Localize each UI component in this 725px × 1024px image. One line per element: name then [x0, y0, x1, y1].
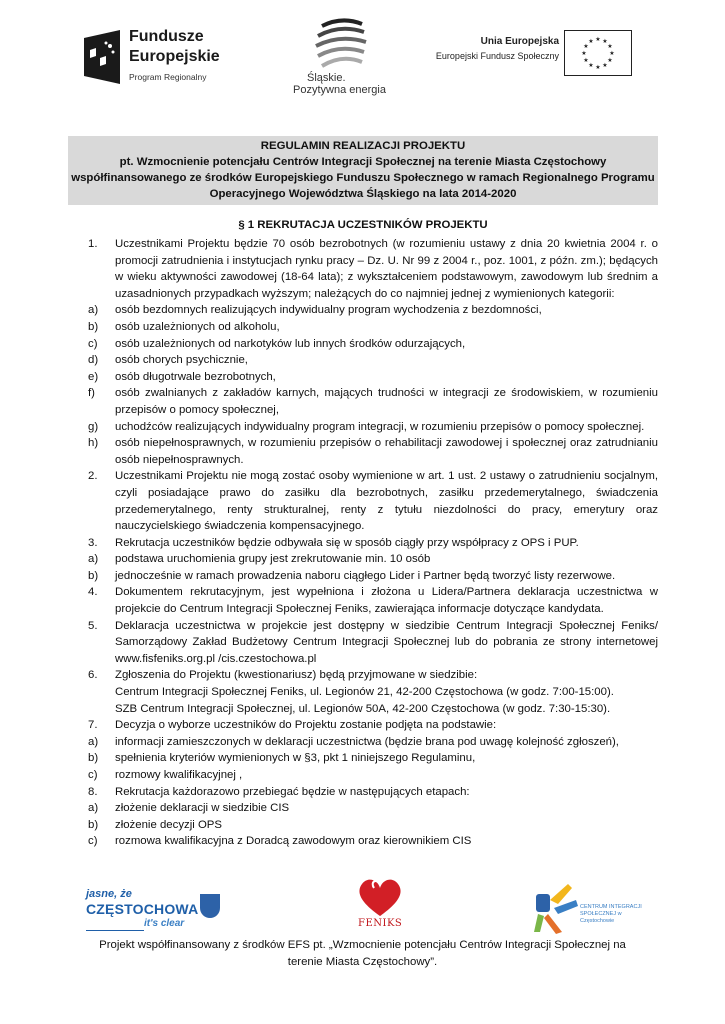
- list-marker: 6.: [88, 669, 98, 682]
- list-text: Uczestnikami Projektu będzie 70 osób bezrobotnych (w rozumieniu ustawy z dnia 20 kwietnia 2004 r. o promocji zatrudnienia i instytucjach rynku pracy – Dz. U. Nr 99 z 2004 r., poz. 1001, z późn. zm.); będących w wieku aktywności zawodowej (18-64 lata); z wykształceniem podstawowym, zawodowym lub średnim a uzasadnionych przypadkach wyższym; należących do co najmniej jednej z wymienionych kategorii:: [115, 238, 658, 300]
- list-text: Zgłoszenia do Projektu (kwestionariusz) będą przyjmowane w siedzibie:: [115, 669, 478, 682]
- title-line1: REGULAMIN REALIZACJI PROJEKTU: [260, 140, 466, 152]
- list-marker: b): [88, 752, 99, 765]
- list-item: [88, 717, 658, 734]
- address-line: Centrum Integracji Społecznej Feniks, ul. Legionów 21, 42-200 Częstochowa (w godz. 7:00-15:00).: [115, 686, 614, 699]
- list-text: Decyzja o wyborze uczestników do Projektu zostanie podjęta na podstawie:: [115, 719, 497, 732]
- list-item: [88, 535, 658, 552]
- list-text: podstawa uruchomienia grupy jest zrekrutowanie min. 10 osób: [115, 553, 431, 566]
- list-text: Uczestnikami Projektu nie mogą zostać osoby wymienione w art. 1 ust. 2 ustawy o zatrudnieniu socjalnym, czyli posiadające prawo do zasiłku dla bezrobotnych, zasiłku przedemerytalnego, świadczenia przedemerytalnego, renty strukturalnej, renty z tytułu niezdolności do pracy, emerytury oraz nauczycielskiego świadczenia kompensacyjnego.: [115, 470, 658, 533]
- svg-text:★: ★: [583, 57, 589, 64]
- ue-logo-line1: Unia Europejska: [480, 36, 559, 47]
- list-item: [88, 667, 658, 684]
- regulation-list: [88, 236, 658, 850]
- list-marker: b): [88, 818, 99, 831]
- list-marker: g): [88, 420, 99, 433]
- list-text: Dokumentem rekrutacyjnym, jest wypełniona i złożona u Lidera/Partnera deklaracja uczestnictwa w projekcie do Centrum Integracji Społecznej Feniks, zawierająca informacje dotyczące kandydata.: [115, 586, 658, 616]
- list-text: osób chorych psychicznie,: [115, 354, 248, 367]
- list-text: informacji zamieszczonych w deklaracji uczestnictwa (będzie brana pod uwagę kolejność zgłoszeń),: [115, 735, 619, 748]
- slaskie-logo-line1: Śląskie.: [307, 72, 346, 84]
- list-item: [88, 568, 658, 585]
- svg-text:★: ★: [607, 57, 613, 64]
- list-marker: a): [88, 735, 99, 748]
- svg-text:★: ★: [595, 64, 601, 71]
- svg-text:★: ★: [581, 50, 587, 57]
- slaskie-logo-line2: Pozytywna energia: [293, 84, 386, 96]
- feniks-heart-icon: [350, 874, 410, 918]
- list-text: Rekrutacja każdorazowo przebiegać będzie w następujących etapach:: [115, 785, 470, 798]
- list-item: [88, 784, 658, 801]
- czestochowa-logo-line2: CZĘSTOCHOWA: [86, 901, 199, 917]
- list-marker: 5.: [88, 619, 98, 632]
- list-item: [88, 468, 658, 534]
- list-marker: c): [88, 769, 98, 781]
- svg-text:★: ★: [602, 62, 608, 69]
- svg-text:★: ★: [609, 50, 615, 57]
- svg-text:★: ★: [602, 38, 608, 45]
- list-item: [88, 419, 658, 436]
- svg-text:★: ★: [588, 38, 594, 45]
- list-item: [88, 734, 658, 751]
- list-text: jednocześnie w ramach prowadzenia naboru ciągłego Lider i Partner będą tworzyć listy rezerwowe.: [115, 569, 616, 582]
- list-marker: c): [88, 835, 98, 848]
- list-text: rozmowy kwalifikacyjnej ,: [115, 769, 243, 781]
- slaskie-waves-icon: [312, 18, 372, 70]
- list-text: uchodźców realizujących indywidualny program integracji, w rozumieniu przepisów o pomocy społecznej.: [115, 420, 645, 433]
- title-line4: Operacyjnego Województwa Śląskiego na lata 2014-2020: [209, 188, 517, 200]
- list-text: osób uzależnionych od alkoholu,: [115, 320, 280, 333]
- list-text: osób niepełnosprawnych, w rozumieniu przepisów o rehabilitacji zawodowej i społecznej oraz zatrudnianiu osób niepełnosprawnych.: [115, 437, 658, 466]
- list-item: [88, 352, 658, 369]
- eu-flag-icon: [564, 30, 632, 76]
- fe-logo-line1: Fundusze: [129, 28, 204, 45]
- cis-logo-label: CENTRUM INTEGRACJI SPOŁECZNEJ w Częstochowie: [580, 904, 642, 924]
- list-marker: d): [88, 354, 99, 367]
- list-text: złożenie deklaracji w siedzibie CIS: [115, 802, 290, 815]
- svg-text:★: ★: [595, 36, 601, 43]
- document-title: [68, 136, 658, 205]
- unia-europejska-logo: [420, 30, 635, 80]
- czestochowa-logo-line3: it's clear: [144, 918, 185, 929]
- list-text: Rekrutacja uczestników będzie odbywała się w sposób ciągły przy współpracy z OPS i PUP.: [115, 536, 579, 549]
- czestochowa-crest-icon: [200, 894, 220, 918]
- czestochowa-logo: [82, 888, 222, 932]
- feniks-logo-label: FENIKS: [358, 918, 403, 929]
- list-item: [88, 369, 658, 386]
- list-marker: 1.: [88, 238, 98, 250]
- address-line: SZB Centrum Integracji Społecznej, ul. Legionów 50A, 42-200 Częstochowa (w godz. 7:30-15:30).: [115, 702, 611, 715]
- fundusze-europejskie-logo: [82, 22, 222, 92]
- list-text: Deklaracja uczestnictwa w projekcie jest dostępny w siedzibie Centrum Integracji Społecznej Feniks/ Samorządowy Zakład Budżetowy Centrum Integracji Społecznej lub do pobrania ze strony internetowej www.fisfeniks.org.pl /cis.czestochowa.pl: [115, 619, 658, 665]
- list-item: [88, 800, 658, 817]
- list-text: spełnienia kryteriów wymienionych w §3, pkt 1 niniejszego Regulaminu,: [115, 752, 476, 765]
- fundusze-europejskie-flag-icon: [82, 30, 122, 84]
- list-marker: b): [88, 569, 99, 582]
- slaskie-logo: [280, 18, 410, 98]
- list-item: [88, 833, 658, 850]
- footer-text: [40, 937, 685, 971]
- list-marker: a): [88, 553, 99, 566]
- list-marker: 8.: [88, 785, 98, 798]
- list-marker: 7.: [88, 719, 98, 732]
- title-line2: pt. Wzmocnienie potencjału Centrów Integracji Społecznej na terenie Miasta Częstochowy: [119, 156, 607, 168]
- footer-line1: Projekt współfinansowany z środków EFS pt. „Wzmocnienie potencjału Centrów Integracji Społecznej na: [99, 939, 626, 951]
- list-text: osób bezdomnych realizujących indywidualny program wychodzenia z bezdomności,: [115, 304, 542, 317]
- list-text: złożenie decyzji OPS: [115, 818, 222, 831]
- fe-logo-line3: Program Regionalny: [129, 72, 207, 82]
- list-text: rozmowa kwalifikacyjna z Doradcą zawodowym oraz kierownikiem CIS: [115, 835, 472, 848]
- list-item: [88, 435, 658, 468]
- list-item: [88, 336, 658, 353]
- fe-logo-line2: Europejskie: [129, 48, 220, 65]
- list-item: [88, 302, 658, 319]
- list-marker: c): [88, 337, 98, 350]
- ue-logo-line2: Europejski Fundusz Społeczny: [435, 51, 559, 61]
- czestochowa-logo-line1: jasne, że: [86, 888, 132, 900]
- list-item: [88, 319, 658, 336]
- list-text: osób uzależnionych od narkotyków lub innych środków odurzających,: [115, 337, 466, 350]
- list-item: [88, 750, 658, 767]
- czestochowa-logo-underline: [86, 930, 144, 931]
- feniks-logo: [350, 874, 410, 934]
- list-text: osób długotrwale bezrobotnych,: [115, 370, 276, 383]
- title-line3: współfinansowanego ze środków Europejskiego Funduszu Społecznego w ramach Regionalnego Programu: [71, 172, 655, 184]
- list-marker: 2.: [88, 470, 98, 483]
- footer-line2: terenie Miasta Częstochowy”.: [287, 956, 438, 968]
- list-item: [88, 385, 658, 418]
- list-item: [88, 236, 658, 302]
- list-marker: h): [88, 437, 99, 450]
- list-item: [88, 767, 658, 784]
- list-marker: e): [88, 370, 99, 383]
- list-marker: 4.: [88, 586, 98, 599]
- list-marker: b): [88, 320, 99, 333]
- cis-hands-icon: [528, 880, 580, 935]
- svg-text:★: ★: [583, 43, 589, 50]
- list-marker: a): [88, 304, 99, 317]
- list-marker: f): [88, 387, 95, 400]
- list-item: [88, 584, 658, 617]
- svg-text:★: ★: [588, 62, 594, 69]
- cis-logo: [528, 880, 653, 935]
- list-marker: a): [88, 802, 99, 815]
- list-text: osób zwalnianych z zakładów karnych, mających trudności w integracji ze środowiskiem, w rozumieniu przepisów o pomocy społecznej,: [115, 387, 658, 416]
- list-item: [88, 618, 658, 668]
- list-item: [88, 551, 658, 568]
- list-item: [88, 817, 658, 834]
- section-heading: § 1 REKRUTACJA UCZESTNIKÓW PROJEKTU: [238, 219, 488, 231]
- svg-text:★: ★: [607, 43, 613, 50]
- list-marker: 3.: [88, 536, 98, 549]
